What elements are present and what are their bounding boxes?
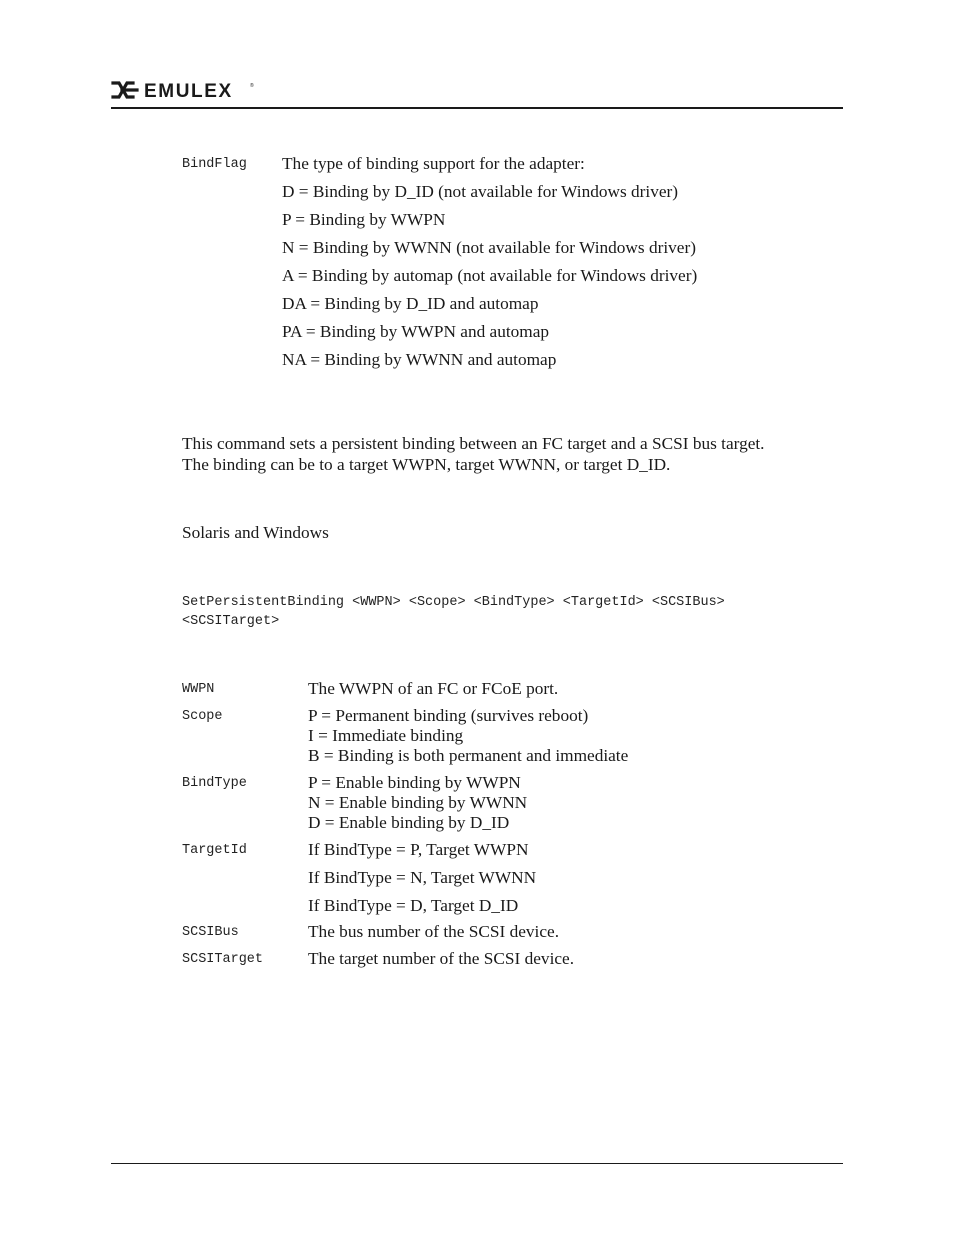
bindflag-value: NA = Binding by WWNN and automap bbox=[282, 350, 557, 369]
param-desc-scsitarget: The target number of the SCSI device. bbox=[308, 949, 575, 968]
emulex-logo bbox=[111, 80, 256, 100]
param-desc-bindtype: P = Enable binding by WWPN bbox=[308, 773, 521, 792]
bindflag-description: The type of binding support for the adapter: bbox=[282, 154, 585, 173]
param-desc-scope: I = Immediate binding bbox=[308, 726, 464, 745]
description-line: This command sets a persistent binding between an FC target and a SCSI bus target. bbox=[182, 434, 765, 453]
param-name-wwpn: WWPN bbox=[182, 682, 215, 697]
param-desc-wwpn: The WWPN of an FC or FCoE port. bbox=[308, 679, 559, 698]
param-desc-bindtype: N = Enable binding by WWNN bbox=[308, 793, 528, 812]
param-desc-targetid: If BindType = D, Target D_ID bbox=[308, 896, 519, 915]
syntax-line: <SCSITarget> bbox=[182, 614, 280, 629]
param-desc-scope: B = Binding is both permanent and immediate bbox=[308, 746, 629, 765]
header-rule bbox=[111, 107, 843, 109]
param-desc-targetid: If BindType = N, Target WWNN bbox=[308, 868, 537, 887]
bindflag-value: D = Binding by D_ID (not available for Windows driver) bbox=[282, 182, 679, 201]
bindflag-value: PA = Binding by WWPN and automap bbox=[282, 322, 550, 341]
param-name-scsibus: SCSIBus bbox=[182, 925, 239, 940]
param-desc-bindtype: D = Enable binding by D_ID bbox=[308, 813, 510, 832]
bindflag-value: N = Binding by WWNN (not available for Windows driver) bbox=[282, 238, 696, 257]
supported-os: Solaris and Windows bbox=[182, 523, 329, 542]
param-name-scsitarget: SCSITarget bbox=[182, 952, 264, 967]
param-name-scope: Scope bbox=[182, 709, 223, 724]
emulex-logo-mark-icon bbox=[113, 83, 137, 97]
param-name-targetid: TargetId bbox=[182, 843, 247, 858]
logo-trademark: ® bbox=[250, 83, 254, 89]
bindflag-value: DA = Binding by D_ID and automap bbox=[282, 294, 539, 313]
param-desc-scope: P = Permanent binding (survives reboot) bbox=[308, 706, 589, 725]
bindflag-value: A = Binding by automap (not available for Windows driver) bbox=[282, 266, 698, 285]
syntax-line: SetPersistentBinding <WWPN> <Scope> <BindType> <TargetId> <SCSIBus> bbox=[182, 595, 725, 610]
param-desc-targetid: If BindType = P, Target WWPN bbox=[308, 840, 529, 859]
param-desc-scsibus: The bus number of the SCSI device. bbox=[308, 922, 560, 941]
bindflag-value: P = Binding by WWPN bbox=[282, 210, 446, 229]
logo-wordmark: EMULEX bbox=[144, 81, 233, 100]
footer-rule bbox=[111, 1163, 843, 1164]
param-name-bindtype: BindType bbox=[182, 776, 247, 791]
description-line: The binding can be to a target WWPN, target WWNN, or target D_ID. bbox=[182, 455, 671, 474]
bindflag-name: BindFlag bbox=[182, 157, 247, 172]
